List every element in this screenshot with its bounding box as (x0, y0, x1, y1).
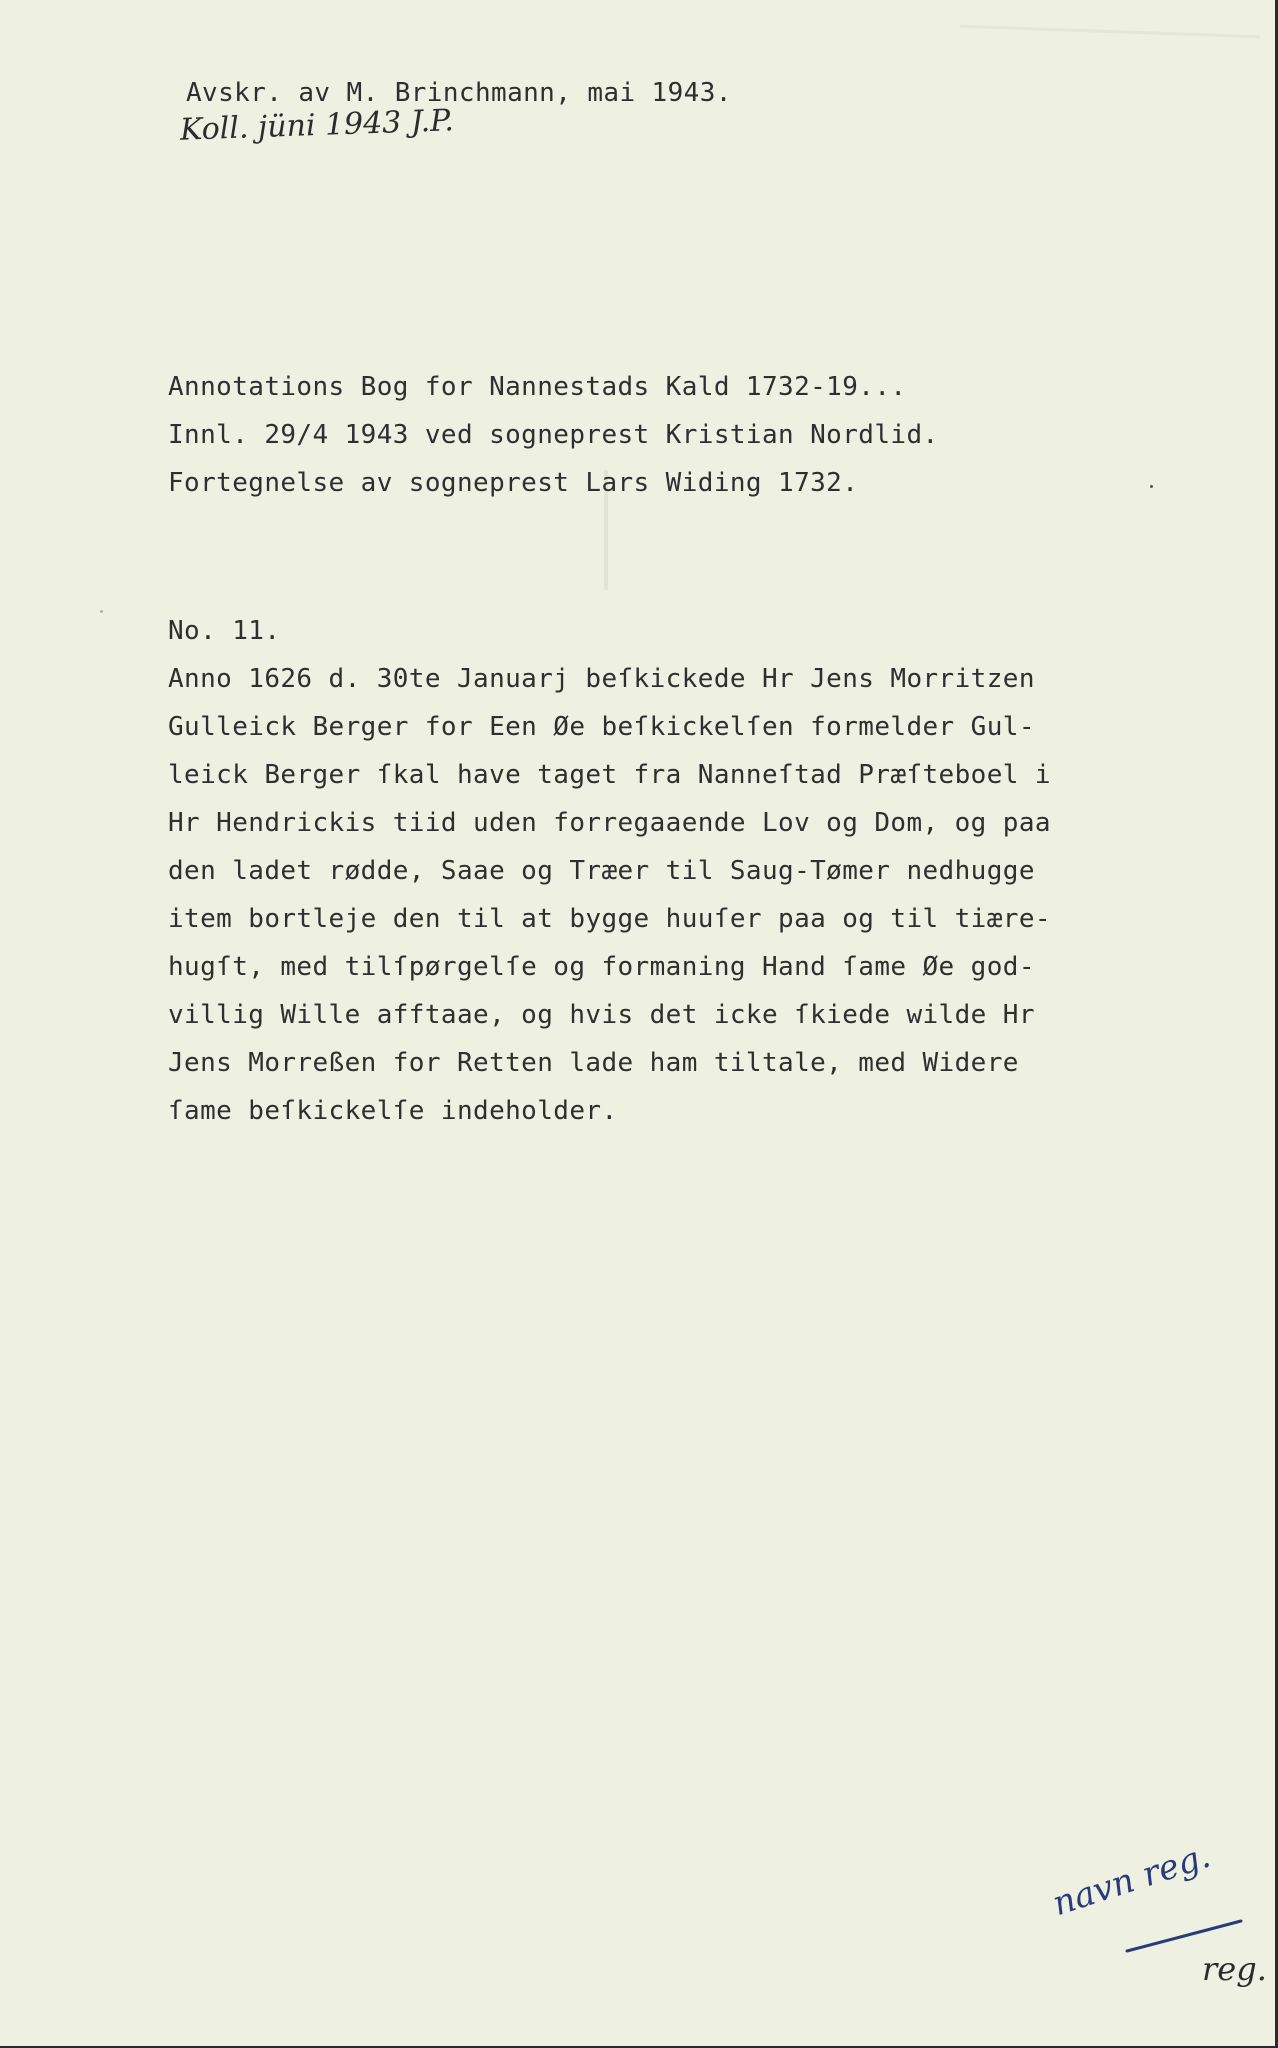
entry-line: item bortleje den til at bygge huuſer paa og til tiære- (168, 904, 1051, 934)
ink-speck (1150, 485, 1153, 488)
ink-speck (100, 610, 103, 613)
entry-line: leick Berger ſkal have taget fra Nanneſtad Præſteboel i (168, 760, 1051, 790)
source-title: Annotations Bog for Nannestads Kald 1732-19... (168, 372, 907, 402)
source-register: Fortegnelse av sogneprest Lars Widing 1732. (168, 468, 859, 498)
entry-line: villig Wille afftaae, og hvis det icke ſkiede wilde Hr (168, 1000, 1035, 1030)
transcription-note: Avskr. av M. Brinchmann, mai 1943. (186, 78, 732, 108)
entry-number: No. 11. (168, 616, 281, 646)
underline-stroke (1125, 1915, 1245, 1955)
entry-line: Jens Morreßen for Retten lade ham tiltale, med Widere (168, 1048, 1019, 1078)
entry-line: Hr Hendrickis tiid uden forregaaende Lov og Dom, og paa (168, 808, 1051, 838)
collation-note: Koll. jüni 1943 J.P. (179, 103, 455, 148)
entry-line: Gulleick Berger for Een Øe beſkickelſen formelder Gul- (168, 712, 1035, 742)
source-submitted: Innl. 29/4 1943 ved sogneprest Kristian Nordlid. (168, 420, 939, 450)
entry-line: den ladet rødde, Saae og Træer til Saug-Tømer nedhugge (168, 856, 1035, 886)
entry-line: Anno 1626 d. 30te Januarj beſkickede Hr Jens Morritzen (168, 664, 1035, 694)
entry-line: ſame beſkickelſe indeholder. (168, 1096, 618, 1126)
register-note: navn reg. (1047, 1835, 1216, 1925)
reg-mark: reg. (1202, 1950, 1267, 1988)
paper-crease-top (960, 25, 1260, 38)
entry-line: hugſt, med tilſpørgelſe og formaning Hand ſame Øe god- (168, 952, 1035, 982)
